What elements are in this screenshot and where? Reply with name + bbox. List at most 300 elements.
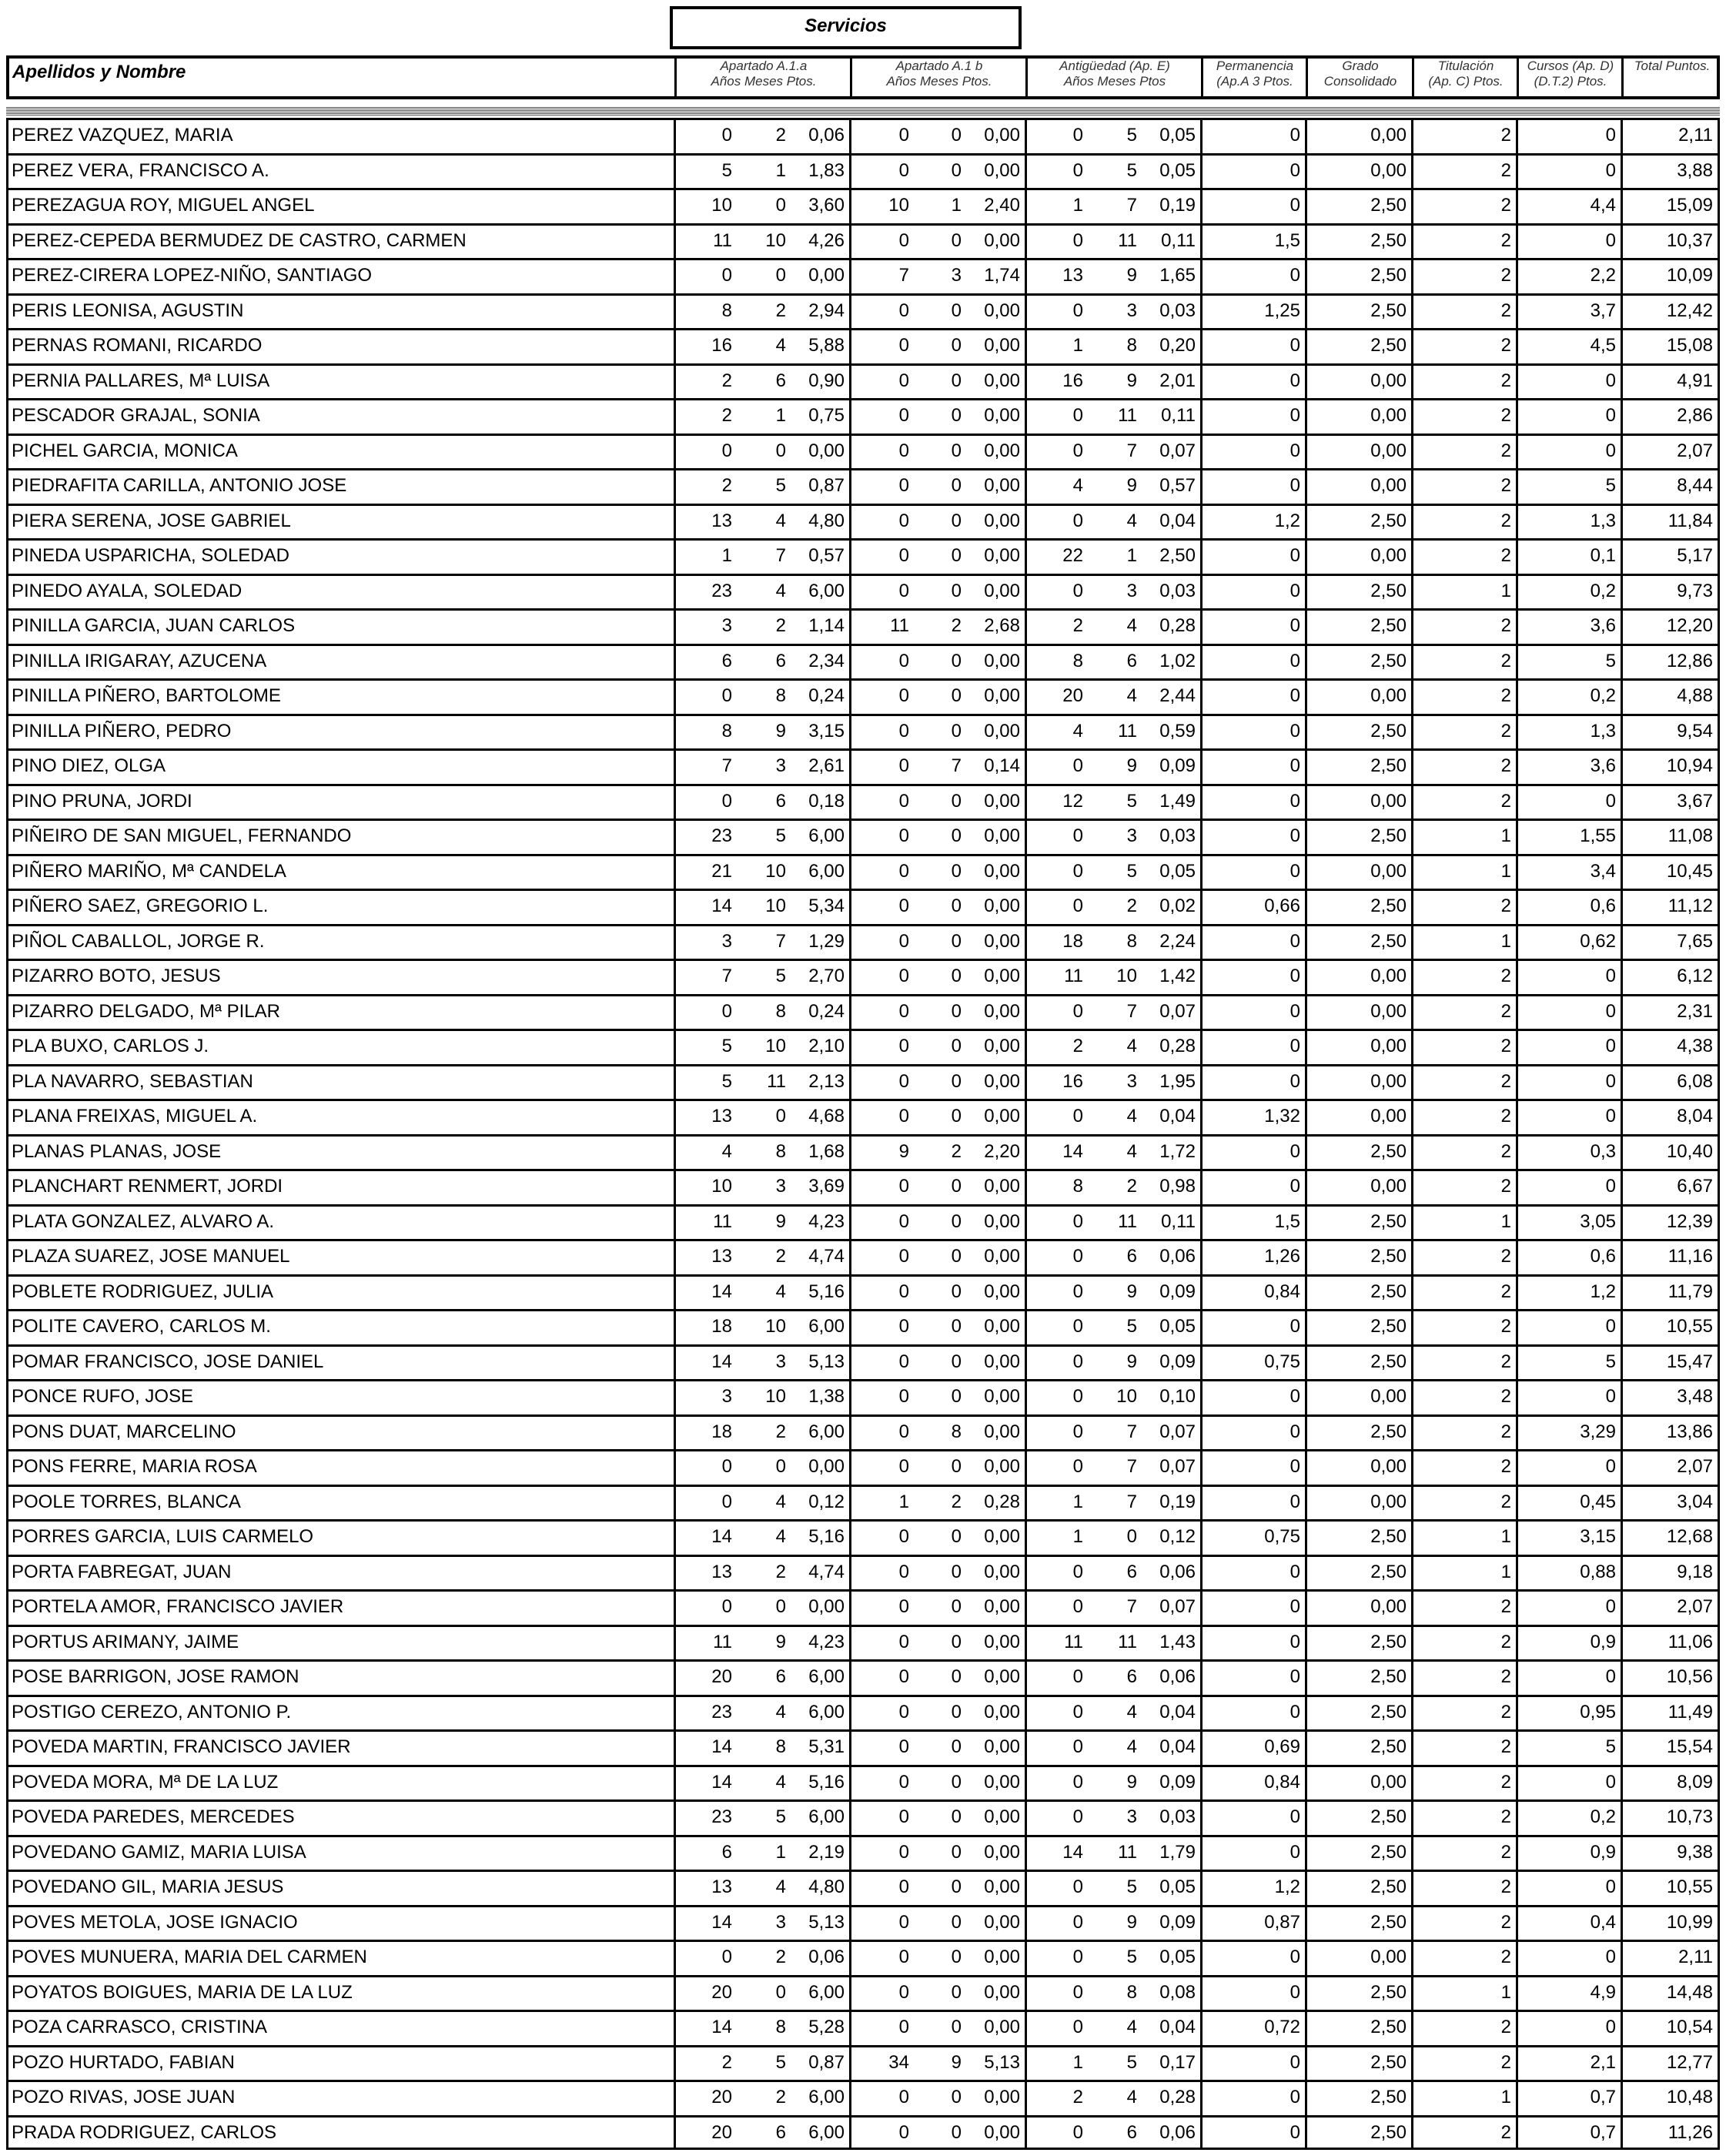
cell-cursos: 0,2 xyxy=(1590,580,1616,601)
cell-name: PINO DIEZ, OLGA xyxy=(12,755,166,776)
cell-total: 4,91 xyxy=(1677,370,1713,391)
cell-cursos: 1,2 xyxy=(1590,1281,1616,1302)
cell-a1b-points: 0,00 xyxy=(984,1911,1020,1933)
cell-a1a-years: 3 xyxy=(721,1386,732,1407)
cell-ant-years: 4 xyxy=(1072,475,1083,496)
cell-ant-months: 8 xyxy=(1126,930,1137,952)
cell-titulacion: 2 xyxy=(1500,1947,1511,1967)
cell-grado: 0,00 xyxy=(1370,370,1407,391)
cell-name: PERNIA PALLARES, Mª LUISA xyxy=(12,370,270,391)
cell-grado: 2,50 xyxy=(1370,1421,1407,1442)
cell-a1b-months: 0 xyxy=(951,720,962,742)
cell-grado: 2,50 xyxy=(1370,650,1407,671)
cell-name: PINILLA IRIGARAY, AZUCENA xyxy=(12,650,267,671)
cell-a1a-years: 0 xyxy=(721,790,732,812)
cell-name: PORTA FABREGAT, JUAN xyxy=(12,1561,232,1582)
cell-ant-points: 0,09 xyxy=(1159,1281,1196,1302)
cell-name: PEREZAGUA ROY, MIGUEL ANGEL xyxy=(12,195,315,216)
cell-name: PERNAS ROMANI, RICARDO xyxy=(12,335,263,356)
cell-ant-points: 1,42 xyxy=(1159,966,1196,986)
cell-a1b-months: 0 xyxy=(951,1386,962,1407)
cell-titulacion: 2 xyxy=(1500,1036,1511,1056)
cell-a1b-years: 0 xyxy=(898,1421,909,1442)
cell-a1a-years: 23 xyxy=(711,1806,732,1827)
cell-a1b-points: 0,28 xyxy=(984,1491,1020,1512)
cell-total: 2,11 xyxy=(1678,1947,1713,1967)
cell-name: PIÑEIRO DE SAN MIGUEL, FERNANDO xyxy=(12,825,352,846)
cell-a1a-years: 14 xyxy=(711,1736,732,1757)
cell-total: 12,86 xyxy=(1666,650,1713,671)
cell-titulacion: 1 xyxy=(1500,1526,1511,1547)
cell-a1b-years: 0 xyxy=(898,159,909,181)
cell-a1a-points: 6,00 xyxy=(808,2087,845,2107)
cell-a1b-years: 0 xyxy=(898,1176,909,1197)
cell-cursos: 5 xyxy=(1605,650,1616,671)
cell-total: 9,73 xyxy=(1677,580,1713,601)
cell-a1b-points: 0,00 xyxy=(984,896,1020,916)
cell-total: 10,73 xyxy=(1666,1806,1713,1827)
table-row xyxy=(6,574,1720,609)
table-row xyxy=(6,2045,1720,2081)
cell-name: PIERA SERENA, JOSE GABRIEL xyxy=(12,510,291,531)
cell-ant-points: 1,79 xyxy=(1159,1841,1196,1863)
cell-grado: 0,00 xyxy=(1370,440,1407,461)
cell-a1a-points: 5,88 xyxy=(808,335,845,356)
cell-a1a-years: 2 xyxy=(721,2051,732,2073)
cell-a1b-months: 0 xyxy=(951,825,962,846)
cell-permanencia: 0 xyxy=(1289,1981,1300,2003)
cell-ant-months: 11 xyxy=(1118,1841,1137,1863)
cell-ant-months: 2 xyxy=(1126,1176,1137,1197)
cell-a1b-points: 0,00 xyxy=(984,1981,1020,2003)
cell-total: 10,45 xyxy=(1666,860,1713,882)
cell-a1b-points: 0,00 xyxy=(984,1701,1020,1722)
cell-a1a-years: 23 xyxy=(711,580,732,601)
cell-ant-points: 0,06 xyxy=(1159,1246,1196,1267)
cell-ant-points: 0,02 xyxy=(1159,896,1196,916)
cell-a1a-months: 4 xyxy=(775,1771,786,1793)
cell-name: POSE BARRIGON, JOSE RAMON xyxy=(12,1666,299,1687)
cell-ant-points: 0,03 xyxy=(1159,580,1196,601)
cell-ant-years: 0 xyxy=(1072,1386,1083,1407)
cell-grado: 2,50 xyxy=(1370,1841,1407,1863)
cell-ant-months: 9 xyxy=(1126,1911,1137,1933)
cell-total: 9,18 xyxy=(1677,1561,1713,1582)
cell-titulacion: 1 xyxy=(1500,580,1511,601)
cell-a1b-months: 9 xyxy=(951,2051,962,2073)
cell-name: PINILLA GARCIA, JUAN CARLOS xyxy=(12,615,296,636)
cell-titulacion: 2 xyxy=(1500,1771,1511,1793)
cell-ant-years: 1 xyxy=(1072,335,1083,356)
cell-a1b-points: 0,00 xyxy=(984,1596,1020,1617)
cell-a1a-years: 0 xyxy=(721,125,732,146)
cell-a1b-points: 0,00 xyxy=(984,1070,1020,1092)
cell-a1b-years: 0 xyxy=(898,440,909,461)
cell-a1b-months: 0 xyxy=(951,1246,962,1267)
cell-grado: 2,50 xyxy=(1370,300,1407,321)
cell-total: 11,08 xyxy=(1667,825,1713,846)
table-row xyxy=(6,1029,1720,1064)
cell-cursos: 0,6 xyxy=(1590,1246,1616,1267)
table-row xyxy=(6,363,1720,399)
cell-a1a-years: 0 xyxy=(721,440,732,461)
cell-permanencia: 1,5 xyxy=(1274,1210,1300,1232)
cell-a1a-points: 2,70 xyxy=(808,966,845,986)
cell-ant-years: 20 xyxy=(1062,685,1083,706)
cell-a1a-months: 2 xyxy=(775,1947,786,1967)
cell-cursos: 0,9 xyxy=(1590,1841,1616,1863)
cell-a1a-months: 4 xyxy=(775,1526,786,1547)
cell-ant-years: 0 xyxy=(1072,1210,1083,1232)
cell-ant-years: 1 xyxy=(1072,2051,1083,2073)
cell-a1b-years: 0 xyxy=(898,1281,909,1302)
cell-a1b-years: 0 xyxy=(898,1561,909,1582)
cell-cursos: 0,62 xyxy=(1580,930,1616,952)
cell-grado: 0,00 xyxy=(1370,405,1407,426)
cell-grado: 2,50 xyxy=(1370,195,1407,216)
cell-ant-years: 12 xyxy=(1062,790,1083,812)
cell-permanencia: 0 xyxy=(1289,1701,1300,1722)
cell-name: PLANAS PLANAS, JOSE xyxy=(12,1140,222,1162)
cell-a1b-points: 0,00 xyxy=(984,125,1020,146)
cell-ant-months: 5 xyxy=(1126,1947,1137,1967)
cell-grado: 2,50 xyxy=(1370,265,1407,286)
cell-ant-years: 0 xyxy=(1072,896,1083,916)
cell-a1a-points: 5,13 xyxy=(808,1351,845,1372)
cell-a1a-months: 6 xyxy=(775,790,786,812)
cell-a1a-months: 5 xyxy=(775,966,786,986)
table-row xyxy=(6,1870,1720,1905)
cell-a1a-months: 1 xyxy=(775,159,786,181)
cell-ant-years: 0 xyxy=(1072,510,1083,531)
cell-ant-years: 0 xyxy=(1072,1701,1083,1722)
cell-total: 12,42 xyxy=(1666,300,1713,321)
table-row xyxy=(6,819,1720,854)
cell-titulacion: 2 xyxy=(1500,1106,1511,1127)
cell-grado: 0,00 xyxy=(1370,1771,1407,1793)
cell-a1a-years: 2 xyxy=(721,370,732,391)
cell-a1a-points: 1,83 xyxy=(808,159,845,181)
header-antiguedad: Antigüedad (Ap. E) Años Meses Ptos xyxy=(1059,59,1170,89)
table-row xyxy=(6,1379,1720,1414)
cell-permanencia: 0 xyxy=(1289,650,1300,671)
cell-cursos: 0 xyxy=(1605,1070,1616,1092)
table-row xyxy=(6,223,1720,259)
cell-grado: 2,50 xyxy=(1370,615,1407,636)
cell-ant-years: 0 xyxy=(1072,1666,1083,1687)
cell-a1b-months: 2 xyxy=(951,1491,962,1512)
cell-name: PINEDA USPARICHA, SOLEDAD xyxy=(12,545,289,566)
cell-permanencia: 0 xyxy=(1289,790,1300,812)
cell-ant-points: 0,04 xyxy=(1159,1106,1196,1127)
cell-a1b-points: 0,00 xyxy=(984,1947,1020,1967)
cell-grado: 2,50 xyxy=(1370,510,1407,531)
cell-permanencia: 0 xyxy=(1289,825,1300,846)
cell-name: PORRES GARCIA, LUIS CARMELO xyxy=(12,1526,314,1547)
cell-a1a-years: 21 xyxy=(711,860,732,882)
cell-cursos: 4,4 xyxy=(1590,195,1616,216)
cell-total: 8,44 xyxy=(1677,475,1713,496)
cell-ant-years: 0 xyxy=(1072,1351,1083,1372)
cell-a1b-months: 3 xyxy=(951,265,962,286)
cell-cursos: 0 xyxy=(1605,1876,1616,1897)
cell-a1b-months: 0 xyxy=(951,1526,962,1547)
cell-ant-points: 0,28 xyxy=(1159,2087,1196,2107)
cell-ant-years: 1 xyxy=(1072,195,1083,216)
cell-a1b-months: 0 xyxy=(951,440,962,461)
cell-cursos: 0 xyxy=(1605,125,1616,146)
cell-grado: 0,00 xyxy=(1370,1070,1407,1092)
cell-cursos: 0,6 xyxy=(1590,896,1616,916)
cell-ant-years: 0 xyxy=(1072,1421,1083,1442)
cell-a1a-points: 6,00 xyxy=(808,860,845,882)
cell-a1a-points: 2,94 xyxy=(808,300,845,321)
cell-a1b-points: 0,00 xyxy=(984,405,1020,426)
cell-a1a-months: 0 xyxy=(775,1456,786,1477)
cell-a1b-months: 0 xyxy=(951,300,962,321)
cell-a1a-points: 0,24 xyxy=(808,1000,845,1022)
cell-ant-years: 16 xyxy=(1062,1070,1083,1092)
cell-ant-months: 11 xyxy=(1118,1210,1137,1232)
cell-total: 10,55 xyxy=(1666,1876,1713,1897)
cell-ant-months: 4 xyxy=(1126,615,1137,636)
cell-a1b-months: 0 xyxy=(951,1000,962,1022)
cell-permanencia: 0,75 xyxy=(1264,1351,1300,1372)
cell-titulacion: 2 xyxy=(1500,440,1511,461)
cell-a1b-years: 0 xyxy=(898,580,909,601)
cell-a1a-years: 20 xyxy=(711,2121,732,2143)
cell-permanencia: 0,66 xyxy=(1264,896,1300,916)
cell-cursos: 0,7 xyxy=(1590,2121,1616,2143)
cell-ant-months: 4 xyxy=(1126,510,1137,531)
cell-ant-years: 16 xyxy=(1062,370,1083,391)
cell-ant-years: 0 xyxy=(1072,1771,1083,1793)
cell-a1b-years: 9 xyxy=(898,1140,909,1162)
cell-a1b-years: 0 xyxy=(898,475,909,496)
cell-a1a-years: 20 xyxy=(711,2087,732,2107)
cell-a1b-months: 0 xyxy=(951,1806,962,1827)
cell-name: PIEDRAFITA CARILLA, ANTONIO JOSE xyxy=(12,475,347,496)
cell-ant-years: 0 xyxy=(1072,1281,1083,1302)
cell-a1a-points: 6,00 xyxy=(808,1666,845,1687)
table-row xyxy=(6,1905,1720,1940)
cell-total: 15,54 xyxy=(1666,1736,1713,1757)
cell-a1b-months: 0 xyxy=(951,125,962,146)
cell-a1b-months: 0 xyxy=(951,1561,962,1582)
cell-ant-points: 0,28 xyxy=(1159,615,1196,636)
cell-a1a-years: 8 xyxy=(721,720,732,742)
cell-a1a-months: 6 xyxy=(775,650,786,671)
cell-ant-years: 0 xyxy=(1072,1000,1083,1022)
cell-titulacion: 1 xyxy=(1500,825,1511,846)
cell-total: 12,77 xyxy=(1666,2051,1713,2073)
cell-a1a-months: 2 xyxy=(775,125,786,146)
cell-a1a-points: 2,10 xyxy=(808,1036,845,1056)
cell-a1b-points: 0,00 xyxy=(984,370,1020,391)
cell-total: 2,07 xyxy=(1677,440,1713,461)
cell-ant-years: 22 xyxy=(1062,545,1083,566)
cell-a1a-years: 14 xyxy=(711,1351,732,1372)
cell-total: 6,67 xyxy=(1677,1176,1713,1197)
cell-a1b-years: 0 xyxy=(898,300,909,321)
cell-grado: 2,50 xyxy=(1370,930,1407,952)
cell-cursos: 0 xyxy=(1605,790,1616,812)
cell-name: PINEDO AYALA, SOLEDAD xyxy=(12,580,243,601)
cell-total: 5,17 xyxy=(1677,545,1713,566)
cell-a1b-years: 0 xyxy=(898,896,909,916)
cell-ant-years: 0 xyxy=(1072,1876,1083,1897)
cell-name: POYATOS BOIGUES, MARIA DE LA LUZ xyxy=(12,1981,353,2003)
cell-a1a-years: 0 xyxy=(721,1456,732,1477)
cell-a1a-months: 0 xyxy=(775,440,786,461)
cell-permanencia: 0 xyxy=(1289,1070,1300,1092)
cell-a1b-months: 0 xyxy=(951,1911,962,1933)
cell-a1a-months: 5 xyxy=(775,2051,786,2073)
cell-a1b-years: 0 xyxy=(898,1911,909,1933)
cell-cursos: 0 xyxy=(1605,1386,1616,1407)
cell-titulacion: 2 xyxy=(1500,475,1511,496)
cell-name: POOLE TORRES, BLANCA xyxy=(12,1491,241,1512)
table-row xyxy=(6,1729,1720,1765)
cell-ant-months: 4 xyxy=(1126,1140,1137,1162)
cell-a1a-years: 20 xyxy=(711,1666,732,1687)
cell-a1b-months: 0 xyxy=(951,650,962,671)
cell-permanencia: 0 xyxy=(1289,2087,1300,2107)
cell-titulacion: 2 xyxy=(1500,1176,1511,1197)
cell-titulacion: 2 xyxy=(1500,159,1511,181)
cell-a1b-points: 0,00 xyxy=(984,1421,1020,1442)
cell-permanencia: 0 xyxy=(1289,1631,1300,1652)
cell-name: POVEDA MORA, Mª DE LA LUZ xyxy=(12,1771,279,1793)
cell-grado: 2,50 xyxy=(1370,2121,1407,2143)
cell-a1a-months: 1 xyxy=(775,1841,786,1863)
cell-ant-points: 0,05 xyxy=(1159,159,1196,181)
cell-a1a-years: 16 xyxy=(711,335,732,356)
cell-a1b-points: 0,00 xyxy=(984,825,1020,846)
cell-total: 6,12 xyxy=(1677,966,1713,986)
cell-a1b-points: 0,00 xyxy=(984,1386,1020,1407)
cell-ant-points: 1,72 xyxy=(1159,1140,1196,1162)
cell-a1a-months: 10 xyxy=(765,860,786,882)
cell-a1b-points: 0,00 xyxy=(984,580,1020,601)
cell-a1b-years: 0 xyxy=(898,1070,909,1092)
cell-a1a-points: 6,00 xyxy=(808,580,845,601)
cell-ant-years: 0 xyxy=(1072,1806,1083,1827)
cell-a1a-points: 3,69 xyxy=(808,1176,845,1197)
cell-a1a-points: 6,00 xyxy=(808,1806,845,1827)
cell-a1b-points: 0,00 xyxy=(984,1736,1020,1757)
cell-a1b-years: 0 xyxy=(898,1876,909,1897)
cell-total: 10,09 xyxy=(1666,265,1713,286)
cell-permanencia: 0 xyxy=(1289,1456,1300,1477)
cell-a1a-points: 2,19 xyxy=(808,1841,845,1863)
cell-a1b-points: 0,00 xyxy=(984,1841,1020,1863)
cell-titulacion: 2 xyxy=(1500,2051,1511,2073)
cell-ant-months: 11 xyxy=(1118,1631,1137,1652)
cell-a1a-months: 2 xyxy=(775,1246,786,1267)
table-row xyxy=(6,2115,1720,2151)
cell-a1b-points: 2,20 xyxy=(984,1140,1020,1162)
table-row xyxy=(6,468,1720,504)
cell-grado: 0,00 xyxy=(1370,1176,1407,1197)
cell-titulacion: 2 xyxy=(1500,545,1511,566)
cell-permanencia: 0 xyxy=(1289,125,1300,146)
cell-name: PIZARRO BOTO, JESUS xyxy=(12,966,221,986)
cell-a1b-points: 0,00 xyxy=(984,1106,1020,1127)
cell-a1a-years: 14 xyxy=(711,896,732,916)
cell-cursos: 0,1 xyxy=(1590,545,1616,566)
cell-cursos: 1,3 xyxy=(1590,510,1616,531)
cell-titulacion: 2 xyxy=(1500,1246,1511,1267)
cell-ant-points: 0,11 xyxy=(1161,229,1196,251)
cell-name: PESCADOR GRAJAL, SONIA xyxy=(12,405,260,426)
cell-grado: 2,50 xyxy=(1370,580,1407,601)
cell-permanencia: 0,72 xyxy=(1264,2017,1300,2037)
cell-a1b-years: 0 xyxy=(898,1631,909,1652)
cell-a1b-years: 0 xyxy=(898,335,909,356)
cell-cursos: 0,45 xyxy=(1580,1491,1616,1512)
cell-a1b-years: 0 xyxy=(898,1701,909,1722)
cell-a1b-months: 0 xyxy=(951,1631,962,1652)
cell-ant-years: 0 xyxy=(1072,1596,1083,1617)
cell-a1b-points: 0,00 xyxy=(984,2017,1020,2037)
cell-a1b-years: 0 xyxy=(898,1210,909,1232)
cell-a1a-points: 3,15 xyxy=(808,720,845,742)
cell-ant-points: 0,17 xyxy=(1159,2051,1196,2073)
cell-a1b-months: 0 xyxy=(951,1351,962,1372)
cell-cursos: 0,9 xyxy=(1590,1631,1616,1652)
cell-ant-years: 0 xyxy=(1072,1981,1083,2003)
cell-a1a-months: 7 xyxy=(775,930,786,952)
cell-a1a-months: 10 xyxy=(765,229,786,251)
cell-ant-years: 0 xyxy=(1072,300,1083,321)
table-row xyxy=(6,2010,1720,2045)
cell-a1a-years: 11 xyxy=(713,229,732,251)
cell-name: PONCE RUFO, JOSE xyxy=(12,1386,194,1407)
cell-name: POVEDANO GIL, MARIA JESUS xyxy=(12,1876,284,1897)
cell-grado: 0,00 xyxy=(1370,125,1407,146)
cell-permanencia: 0,87 xyxy=(1264,1911,1300,1933)
cell-a1a-months: 8 xyxy=(775,1736,786,1757)
cell-cursos: 0,2 xyxy=(1590,1806,1616,1827)
cell-a1b-points: 0,00 xyxy=(984,1526,1020,1547)
cell-ant-points: 1,65 xyxy=(1159,265,1196,286)
cell-a1b-years: 0 xyxy=(898,405,909,426)
cell-name: POVEDA PAREDES, MERCEDES xyxy=(12,1806,295,1827)
cell-ant-months: 11 xyxy=(1118,229,1137,251)
cell-titulacion: 2 xyxy=(1500,1736,1511,1757)
cell-a1a-months: 10 xyxy=(765,1386,786,1407)
cell-cursos: 0,88 xyxy=(1580,1561,1616,1582)
cell-a1a-months: 8 xyxy=(775,1140,786,1162)
cell-a1a-months: 0 xyxy=(775,1596,786,1617)
cell-a1a-points: 2,34 xyxy=(808,650,845,671)
cell-a1b-months: 0 xyxy=(951,685,962,706)
cell-a1a-years: 1 xyxy=(721,545,732,566)
cell-ant-points: 0,06 xyxy=(1159,1666,1196,1687)
cell-ant-months: 6 xyxy=(1126,650,1137,671)
cell-a1a-months: 2 xyxy=(775,2087,786,2107)
cell-a1a-points: 0,00 xyxy=(808,1456,845,1477)
cell-ant-months: 7 xyxy=(1126,1421,1137,1442)
cell-a1a-months: 2 xyxy=(775,615,786,636)
cell-a1a-months: 2 xyxy=(775,1421,786,1442)
cell-total: 3,88 xyxy=(1677,159,1713,181)
header-grado: Grado Consolidado xyxy=(1323,59,1397,89)
cell-ant-months: 6 xyxy=(1126,1561,1137,1582)
cell-a1b-points: 0,00 xyxy=(984,159,1020,181)
cell-titulacion: 2 xyxy=(1500,265,1511,286)
